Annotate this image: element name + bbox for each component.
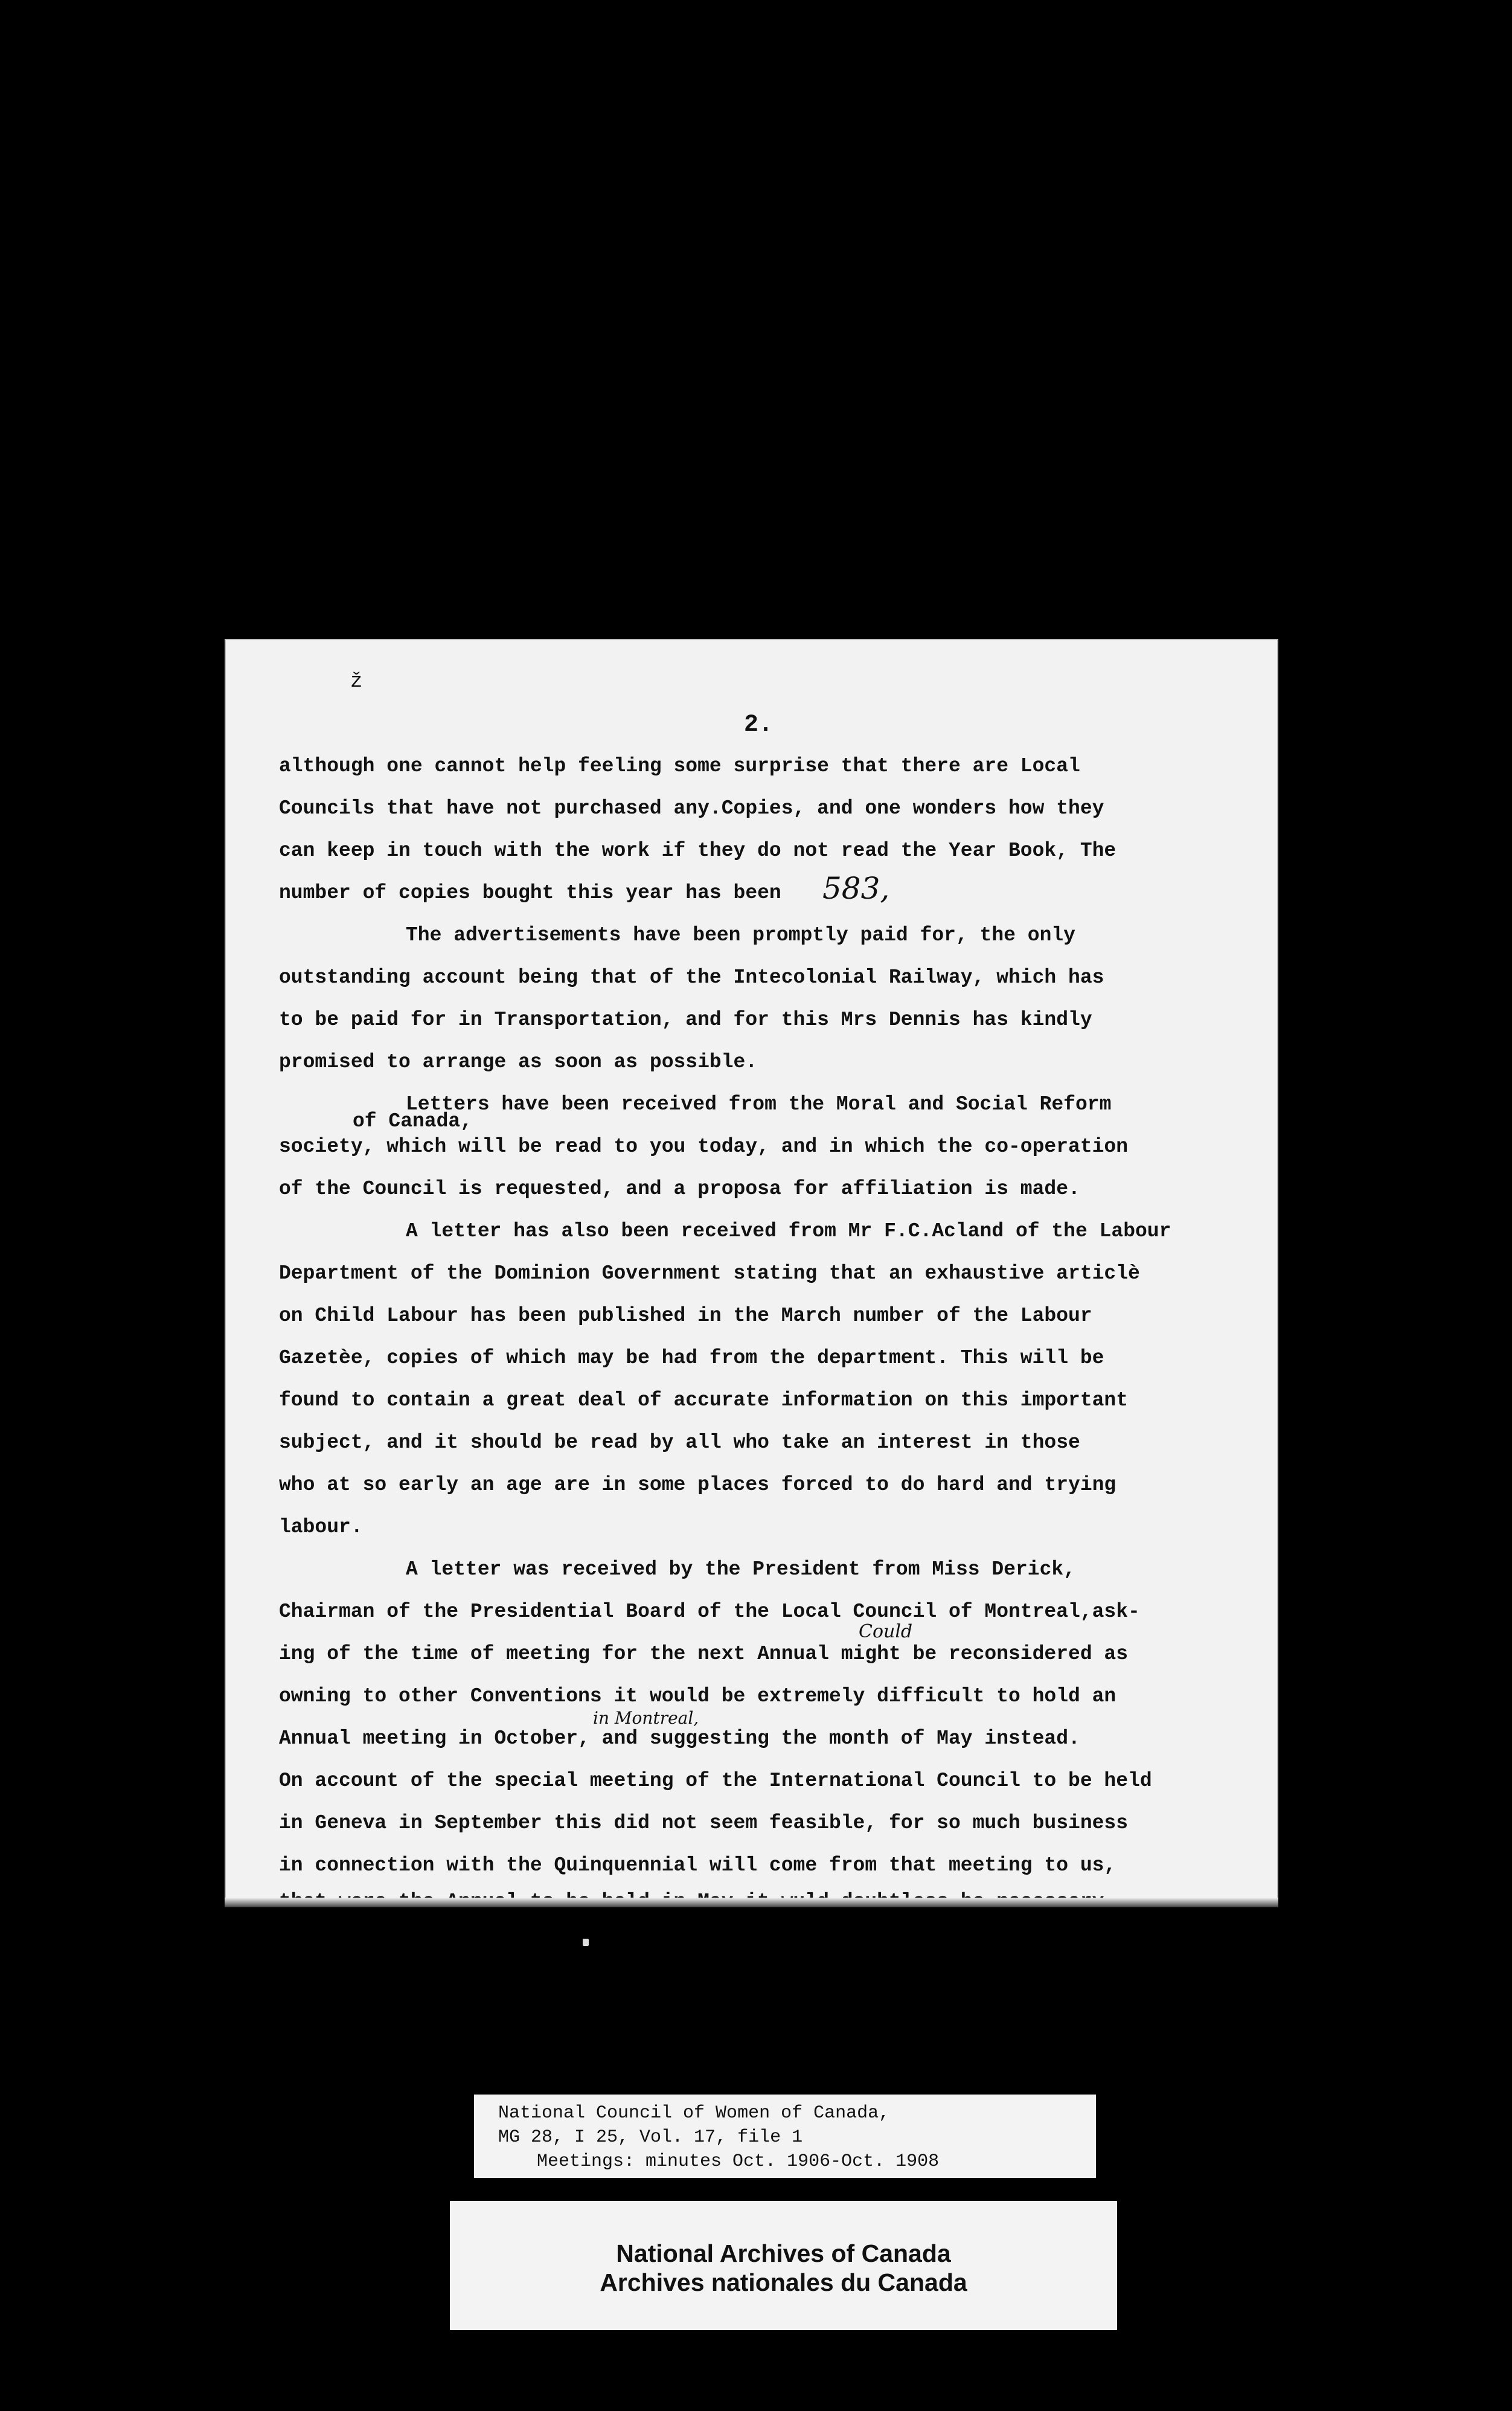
text-line: promised to arrange as soon as possible.: [279, 1051, 758, 1073]
page-number: 2.: [744, 711, 774, 739]
text-line: Department of the Dominion Government stating that an exhaustive articlè: [279, 1262, 1140, 1285]
text-line: ing of the time of meeting for the next Annual might be reconsidered as: [279, 1643, 1129, 1665]
text-line: to be paid for in Transportation, and for this Mrs Dennis has kindly: [279, 1009, 1092, 1031]
text-line: can keep in touch with the work if they do not read the Year Book, The: [279, 840, 1116, 862]
text-line: Chairman of the Presidential Board of the Local Council of Montreal,ask-: [279, 1600, 1140, 1623]
text-line: subject, and it should be read by all who take an interest in those: [279, 1431, 1080, 1454]
text-line: outstanding account being that of the Intecolonial Railway, which has: [279, 966, 1104, 989]
text-line: A letter has also been received from Mr F.C.Acland of the Labour: [406, 1220, 1171, 1242]
handwritten-in-montreal: in Montreal,: [593, 1708, 699, 1728]
text-line: Gazetèe, copies of which may be had from the department. This will be: [279, 1347, 1104, 1369]
text-line: society, which will be read to you today, and in which the co-operation: [279, 1135, 1129, 1158]
text-line: on Child Labour has been published in the March number of the Labour: [279, 1305, 1092, 1327]
text-line: although one cannot help feeling some surprise that there are Local: [279, 755, 1080, 777]
text-line: A letter was received by the President from Miss Derick,: [406, 1558, 1075, 1581]
text-line: Annual meeting in October, and suggesting the month of May instead.: [279, 1727, 1080, 1750]
text-line: On account of the special meeting of the International Council to be held: [279, 1770, 1152, 1792]
text-line: labour.: [279, 1516, 363, 1538]
document-page: [225, 639, 1278, 1907]
archive-label-line: MG 28, I 25, Vol. 17, file 1: [498, 2127, 803, 2148]
text-line: of the Council is requested, and a proposa for affiliation is made.: [279, 1178, 1080, 1200]
text-line: Councils that have not purchased any.Copies, and one wonders how they: [279, 797, 1104, 820]
text-line: in connection with the Quinquennial will come from that meeting to us,: [279, 1854, 1116, 1876]
text-line: who at so early an age are in some places forced to do hard and trying: [279, 1474, 1116, 1496]
page-mark: ž: [350, 670, 363, 693]
archive-stamp-french: Archives nationales du Canada: [600, 2268, 967, 2296]
archive-label-line: Meetings: minutes Oct. 1906-Oct. 1908: [537, 2151, 940, 2172]
archive-label-line: National Council of Women of Canada,: [498, 2103, 890, 2124]
text-line: found to contain a great deal of accurate information on this important: [279, 1389, 1129, 1411]
text-line: in Geneva in September this did not seem feasible, for so much business: [279, 1812, 1129, 1834]
handwritten-could: Could: [859, 1621, 913, 1642]
text-line: Letters have been received from the Moral and Social Reform: [406, 1093, 1112, 1116]
text-line: number of copies bought this year has been: [279, 882, 781, 904]
film-speck: [583, 1939, 589, 1946]
text-line: The advertisements have been promptly paid for, the only: [406, 924, 1075, 946]
handwritten-copies-count: 583,: [822, 871, 890, 906]
text-line-insert: of Canada,: [353, 1110, 473, 1132]
archive-stamp: [450, 2201, 1117, 2330]
page-bottom-edge: [225, 1898, 1278, 1907]
archive-reference-label: [474, 2095, 1096, 2178]
text-line: owning to other Conventions it would be extremely difficult to hold an: [279, 1685, 1116, 1707]
archive-stamp-english: National Archives of Canada: [616, 2239, 951, 2267]
